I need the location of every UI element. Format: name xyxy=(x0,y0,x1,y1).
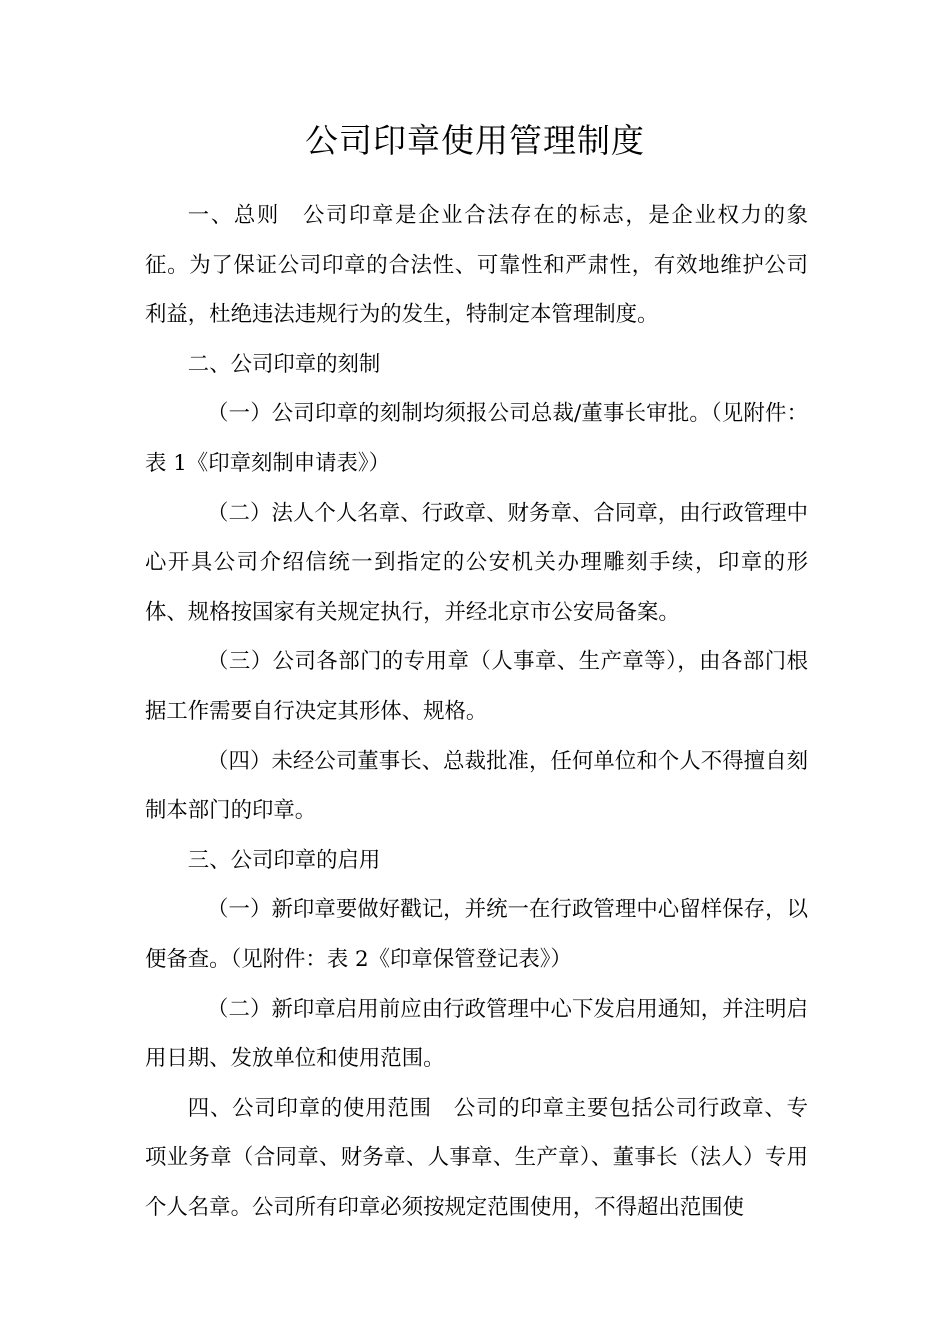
paragraph-engraving-3: （三）公司各部门的专用章（人事章、生产章等），由各部门根据工作需要自行决定其形体、规格。 xyxy=(145,649,808,724)
paragraph-engraving-4: （四）未经公司董事长、总裁批准，任何单位和个人不得擅自刻制本部门的印章。 xyxy=(145,748,808,824)
paragraph-general-principles: 一、总则 公司印章是企业合法存在的标志，是企业权力的象征。为了保证公司印章的合法性、可靠性和严肃性，有效地维护公司利益，杜绝违法违规行为的发生，特制定本管理制度。 xyxy=(145,203,808,328)
document-title: 公司印章使用管理制度 xyxy=(305,121,645,160)
paragraph-engraving-2: （二）法人个人名章、行政章、财务章、合同章，由行政管理中心开具公司介绍信统一到指定的公安机关办理雕刻手续，印章的形体、规格按国家有关规定执行，并经北京市公安局备案。 xyxy=(145,500,808,625)
section-heading-activation: 三、公司印章的启用 xyxy=(187,847,381,873)
paragraph-activation-2: （二）新印章启用前应由行政管理中心下发启用通知，并注明启用日期、发放单位和使用范围。 xyxy=(145,996,808,1072)
section-heading-engraving: 二、公司印章的刻制 xyxy=(187,351,381,377)
paragraph-activation-1: （一）新印章要做好戳记，并统一在行政管理中心留样保存，以便备查。（见附件：表 2《印章保管登记表》） xyxy=(145,897,808,972)
paragraph-engraving-1: （一）公司印章的刻制均须报公司总裁/董事长审批。（见附件：表 1《印章刻制申请表》） xyxy=(145,401,808,476)
document-body xyxy=(145,191,808,1232)
paragraph-usage-scope: 四、公司印章的使用范围 公司的印章主要包括公司行政章、专项业务章（合同章、财务章、人事章、生产章）、董事长（法人）专用个人名章。公司所有印章必须按规定范围使用，不得超出范围使 xyxy=(145,1095,808,1220)
